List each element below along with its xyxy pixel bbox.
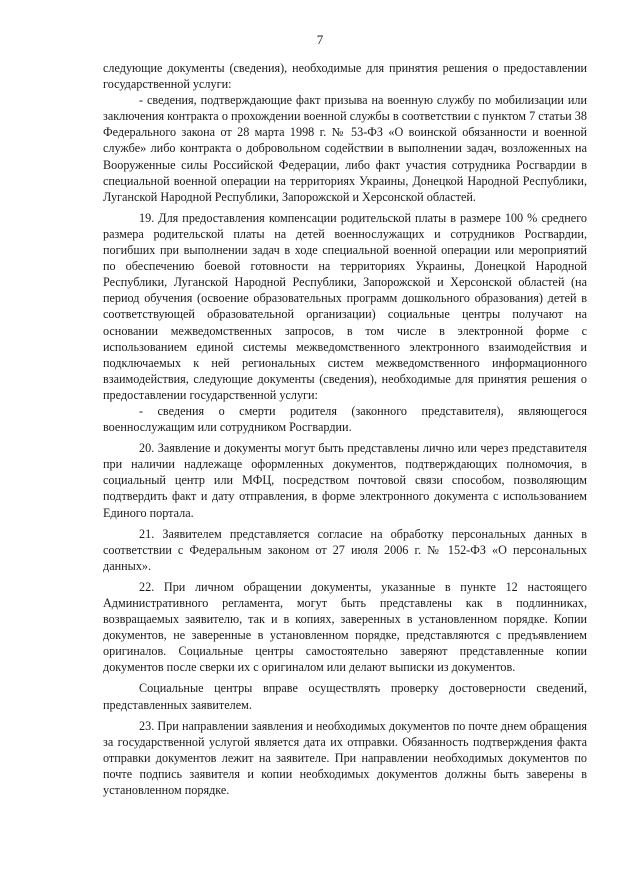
paragraph-22: 22. При личном обращении документы, указанные в пункте 12 настоящего Административного регламента, могут быть представлены как в подлинниках, возвращаемых заявителю, так и в копиях, заверенных в установленном порядке. Копии документов, не заверенные в установленном порядке, представляются с предъявлением оригиналов. Социальные центры самостоятельно заверяют представленные копии документов после сверки их с оригиналом или делают выписки из документов. bbox=[103, 579, 587, 675]
paragraph-21: 21. Заявителем представляется согласие на обработку персональных данных в соответствии с Федеральным законом от 27 июля 2006 г. № 152-ФЗ «О персональных данных». bbox=[103, 526, 587, 573]
paragraph-list-item-death: - сведения о смерти родителя (законного представителя), являющегося военнослужащим или сотрудником Росгвардии. bbox=[103, 403, 587, 435]
paragraph-19: 19. Для предоставления компенсации родительской платы в размере 100 % среднего размера родительской платы на детей военнослужащих и сотрудников Росгвардии, погибших при выполнении задач в ходе специальной военной операции или мероприятий по обеспечению боевой готовности на территориях Украины, Донецкой Народной Республики, Луганской Народной Республики, Запорожской и Херсонской областей (на период обучения (освоение образовательных программ дошкольного образования) детей в соответствующей образовательной организации) социальные центры получают на основании межведомственных запросов, в том числе в электронной форме с использованием единой системы межведомственного электронного взаимодействия и подключаемых к ней региональных систем межведомственного информационного взаимодействия, следующие документы (сведения), необходимые для принятия решения о предоставлении государственной услуги: bbox=[103, 210, 587, 402]
paragraph-list-item-mobilization: - сведения, подтверждающие факт призыва на военную службу по мобилизации или заключения контракта о прохождении военной службы в соответствии с пунктом 7 статьи 38 Федерального закона от 28 марта 1998 г. № 53-ФЗ «О воинской обязанности и военной службе» либо контракта о добровольном содействии в выполнении задач, возложенных на Вооруженные силы Российской Федерации, либо факт участия сотрудника Росгвардии в специальной военной операции на территориях Украины, Донецкой Народной Республики, Луганской Народной Республики, Запорожской и Херсонской областей. bbox=[103, 93, 587, 204]
paragraph-23: 23. При направлении заявления и необходимых документов по почте днем обращения за государственной услугой является дата их отправки. Обязанность подтверждения факта отправки документов лежит на заявителе. При направлении необходимых документов по почте подпись заявителя и копии необходимых документов должны быть заверены в установленном порядке. bbox=[103, 718, 587, 798]
paragraph-22-verification: Социальные центры вправе осуществлять проверку достоверности сведений, представленных заявителем. bbox=[103, 681, 587, 712]
paragraph-continuation: следующие документы (сведения), необходимые для принятия решения о предоставлении государственной услуги: bbox=[103, 61, 587, 92]
document-body bbox=[103, 60, 587, 798]
paragraph-20: 20. Заявление и документы могут быть представлены лично или через представителя при наличии надлежаще оформленных документов, подтверждающих полномочия, в социальный центр или МФЦ, посредством почтовой связи способом, позволяющим подтвердить факт и дату отправления, в форме электронного документа с использованием Единого портала. bbox=[103, 441, 587, 520]
page-number: 7 bbox=[316, 32, 324, 47]
